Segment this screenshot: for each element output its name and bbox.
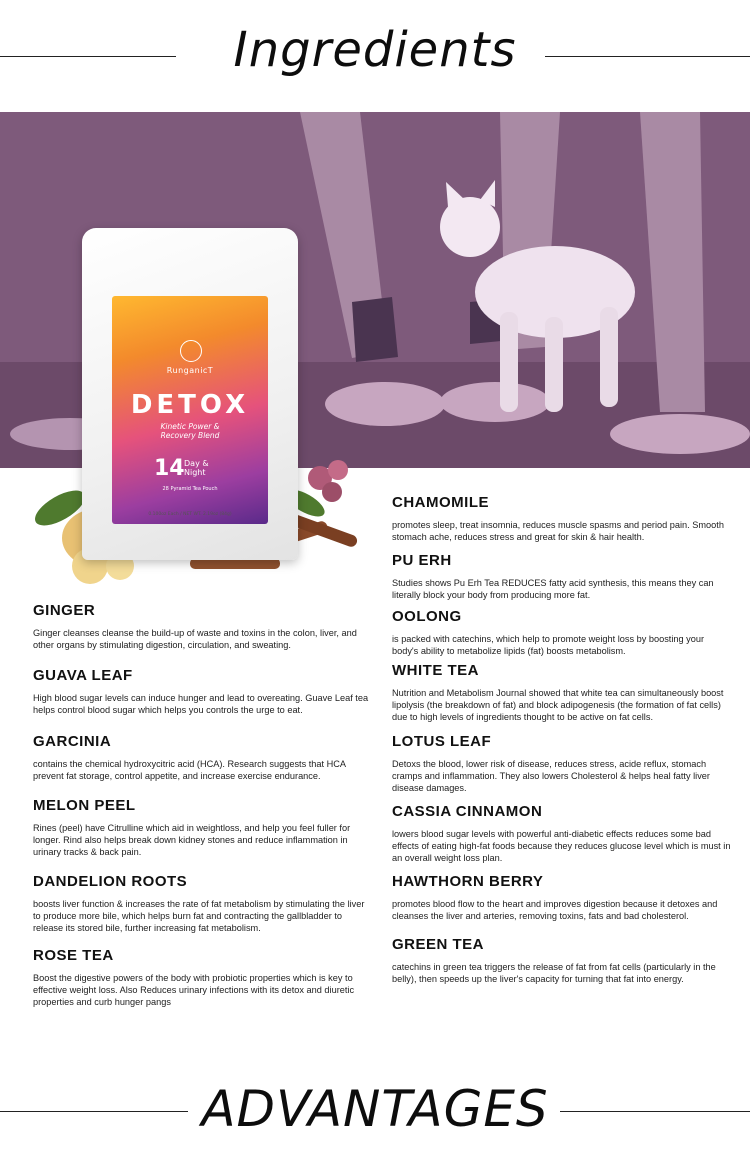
ingredient-title: DANDELION ROOTS bbox=[33, 873, 188, 890]
ingredient-title: OOLONG bbox=[392, 608, 462, 625]
ingredient-text: boosts liver function & increases the rate of fat metabolism by stimulating the liver to produce more bile, which helps burn fat and contracting the gallbladder to release its stored bile, further increasing fat metabolism. bbox=[33, 899, 365, 933]
ingredient-item bbox=[392, 608, 732, 657]
ingredient-title: GINGER bbox=[33, 602, 96, 619]
ingredient-text: promotes sleep, treat insomnia, reduces muscle spasms and period pain. Smooth stomach ache, reduces stress and great for skin & hair health. bbox=[392, 520, 724, 542]
product-name: DETOX bbox=[130, 390, 250, 420]
days-number: 14 bbox=[154, 456, 185, 481]
ingredient-item bbox=[392, 873, 732, 922]
ingredient-text: promotes blood flow to the heart and improves digestion because it detoxes and cleanses the liver and arteries, removing toxins, fats and bad cholesterol. bbox=[392, 899, 718, 921]
pouch-label bbox=[112, 296, 268, 524]
ingredient-title: LOTUS LEAF bbox=[392, 733, 492, 750]
ingredients-heading: Ingredients bbox=[233, 22, 517, 78]
ingredient-title: PU ERH bbox=[392, 552, 452, 569]
heading-rule-right bbox=[545, 56, 750, 57]
ingredient-text: High blood sugar levels can induce hunger and lead to overeating. Guave Leaf tea helps control blood sugar which helps you controls the urge to eat. bbox=[33, 693, 369, 715]
ingredient-text: catechins in green tea triggers the release of fat from fat cells (particularly in the belly), then speeds up the liver's capacity for turning that fat into energy. bbox=[392, 962, 716, 984]
ingredient-title: CHAMOMILE bbox=[392, 494, 489, 511]
ingredient-text: Detoxs the blood, lower risk of disease, reduces stress, acide reflux, stomach cramps and inflammation. They also lowers Cholesterol & helps heal fatty liver disease damages. bbox=[392, 759, 710, 793]
ingredient-title: WHITE TEA bbox=[392, 662, 479, 679]
ingredient-item bbox=[33, 602, 373, 651]
ingredient-title: MELON PEEL bbox=[33, 797, 136, 814]
ingredient-item bbox=[33, 947, 373, 1008]
days-text: Day & Night bbox=[184, 459, 209, 477]
advantages-heading: ADVANTAGES bbox=[201, 1080, 549, 1138]
ingredient-text: lowers blood sugar levels with powerful anti-diabetic effects reduces some bad effects of eating high-fat foods because they reduces glucose level which is must in an overall weight loss plan. bbox=[392, 829, 731, 863]
ingredient-title: GUAVA LEAF bbox=[33, 667, 133, 684]
ingredient-title: GREEN TEA bbox=[392, 936, 485, 953]
ingredient-title: GARCINIA bbox=[33, 733, 112, 750]
ingredient-item bbox=[33, 873, 373, 934]
ingredient-title: CASSIA CINNAMON bbox=[392, 803, 543, 820]
net-weight: 0.100oz Each / NET WT. 2.19oz (84g) bbox=[148, 512, 232, 517]
product-pouch bbox=[82, 228, 298, 560]
ingredient-item bbox=[392, 662, 732, 723]
ingredient-item bbox=[33, 797, 373, 858]
ingredient-title: ROSE TEA bbox=[33, 947, 114, 964]
brand-name: RunganicT bbox=[166, 366, 214, 375]
ingredient-text: is packed with catechins, which help to promote weight loss by boosting your body's ability to metabolize lipids (fat) boosts metabolism. bbox=[392, 634, 705, 656]
ingredient-item bbox=[33, 667, 373, 716]
ingredient-text: Rines (peel) have Citrulline which aid in weightloss, and help you feel fuller for longer. Rind also helps break down kidney stones and reduce inflammation in urinary tracks & back pain. bbox=[33, 823, 351, 857]
ingredient-item bbox=[392, 936, 732, 985]
ingredient-text: Studies shows Pu Erh Tea REDUCES fatty acid synthesis, this means they can literally block your body from producing more fat. bbox=[392, 578, 714, 600]
brand-logo-icon bbox=[180, 340, 202, 362]
ingredient-text: Boost the digestive powers of the body with probiotic properties which is key to effective weight loss. Also Reduces urinary infections with its detox and diuretic properties and curb hunger pangs bbox=[33, 973, 355, 1007]
ingredient-item bbox=[392, 494, 732, 543]
pouch-note: 28 Pyramid Tea Pouch bbox=[162, 486, 218, 492]
ingredient-item bbox=[392, 552, 732, 601]
ingredient-title: HAWTHORN BERRY bbox=[392, 873, 544, 890]
ingredient-text: contains the chemical hydroxycitric acid (HCA). Research suggests that HCA prevent fat storage, control appetite, and increase exercise endurance. bbox=[33, 759, 346, 781]
ingredient-item bbox=[392, 803, 732, 864]
ingredient-item bbox=[392, 733, 732, 794]
ingredient-text: Ginger cleanses cleanse the build-up of waste and toxins in the colon, liver, and other organs by stimulating digestion, circulation, and sweating. bbox=[33, 628, 357, 650]
product-subtitle: Kinetic Power & Recovery Blend bbox=[160, 422, 220, 440]
footer-rule-right bbox=[560, 1111, 750, 1112]
ingredient-text: Nutrition and Metabolism Journal showed that white tea can simultaneously boost lipolysis (the breakdown of fat) and block adipogenesis (the formation of fat cells) due to high levels of ingredients thought to be active on fat cells. bbox=[392, 688, 724, 722]
ingredient-item bbox=[33, 733, 373, 782]
